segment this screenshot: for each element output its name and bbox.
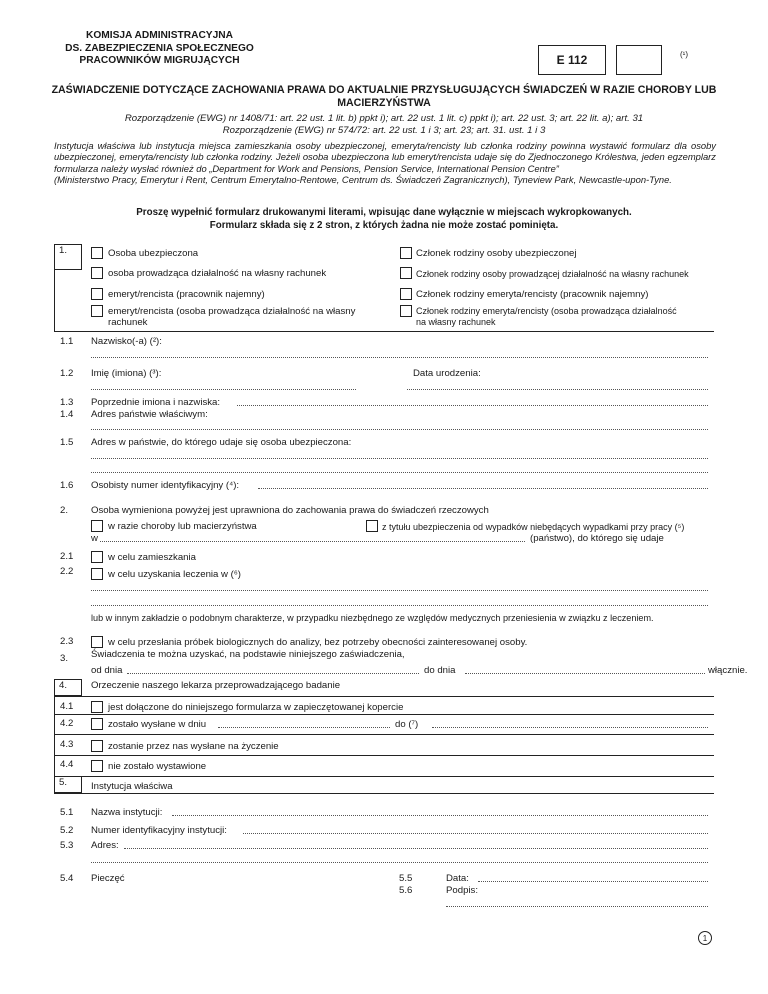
- destination-country-field[interactable]: [100, 541, 525, 542]
- section-1-box-top: [54, 244, 82, 245]
- form-code-box: E 112: [538, 45, 606, 75]
- checkbox-treatment[interactable]: [91, 568, 103, 580]
- inclusive-label: włącznie.: [708, 665, 748, 676]
- checkbox-non-work-accident[interactable]: [366, 520, 378, 532]
- section-4-divider: [54, 696, 714, 697]
- opt-sickness-maternity: w razie choroby lub macierzyństwa: [108, 521, 257, 532]
- num-5-5: 5.5: [399, 873, 413, 884]
- label-date: Data:: [446, 873, 469, 884]
- num-5-4: 5.4: [60, 873, 74, 884]
- num-2-3: 2.3: [60, 636, 74, 647]
- section-3-number: 3.: [60, 653, 69, 664]
- checkbox-family-pensioner-employed[interactable]: [400, 288, 412, 300]
- label-previous-names: Poprzednie imiona i nazwiska:: [91, 397, 221, 408]
- footnote-ref: (¹): [680, 50, 688, 59]
- num-4-3: 4.3: [60, 739, 74, 750]
- num-4-1: 4.1: [60, 701, 74, 712]
- label-institution-name: Nazwa instytucji:: [91, 807, 163, 818]
- section-1-number: 1.: [54, 244, 82, 270]
- opt-report-enclosed: jest dołączone do niniejszego formularza w zapieczętowanej kopercie: [108, 702, 404, 713]
- report-sent-to-field[interactable]: [432, 727, 708, 728]
- checkbox-report-enclosed[interactable]: [91, 701, 103, 713]
- birth-date-field[interactable]: [407, 389, 708, 390]
- checkbox-report-on-request[interactable]: [91, 740, 103, 752]
- opt-family-member-insured: Członek rodziny osoby ubezpieczonej: [416, 248, 577, 259]
- checkbox-report-sent[interactable]: [91, 718, 103, 730]
- destination-address-field-1[interactable]: [91, 458, 708, 459]
- row-4-4-divider: [54, 776, 714, 777]
- report-sent-date-field[interactable]: [218, 727, 390, 728]
- regulation-references: Rozporządzenie (EWG) nr 1408/71: art. 22 ust. 1 lit. b) ppkt i); art. 22 ust. 1 lit. c) ppkt i); art. 22 ust. 3; art. 22 lit. a); art. 31 Rozporządzenie (EWG) nr 574/72: art. 22 ust. 1 i 3; art. 23; art. 31. ust. 1 i 3: [124, 113, 644, 136]
- row-4-2-divider: [54, 734, 714, 735]
- previous-names-field[interactable]: [237, 405, 708, 406]
- label-first-names: Imię (imiona) (³):: [91, 368, 162, 379]
- date-field[interactable]: [478, 881, 708, 882]
- label-institution-address: Adres:: [91, 840, 119, 851]
- section-4-text: Orzeczenie naszego lekarza przeprowadzającego badanie: [91, 680, 341, 691]
- issuing-commission: [52, 30, 267, 68]
- institution-name-field[interactable]: [172, 815, 708, 816]
- institution-address-field-2[interactable]: [91, 862, 708, 863]
- opt-treatment: w celu uzyskania leczenia w (⁶): [108, 569, 241, 580]
- num-2-2: 2.2: [60, 566, 74, 577]
- page-number: 1: [698, 931, 712, 945]
- label-from-date: od dnia: [91, 665, 123, 676]
- checkbox-residence[interactable]: [91, 551, 103, 563]
- opt-pensioner-employed: emeryt/rencista (pracownik najemny): [108, 289, 265, 300]
- org-line-2: DS. ZABEZPIECZENIA SPOŁECZNEGO: [65, 42, 254, 54]
- intro-paragraph: Instytucja właściwa lub instytucja miejsca zamieszkania osoby ubezpieczonej, emeryta/rencisty lub członka rodziny powinna wystawić formularz dla osoby ubezpieczonej, emeryta/rencisty lub członka rodziny. Jeżeli osoba ubezpieczona lub emeryt/rencista udaje się do Zjednoczonego Królestwa, jeden egzemplarz formularza należy wysłać również do „Department for Work and Pensions, Pension Service, International Pension Centre” (Ministerstwo Pracy, Emerytur i Rent, Centrum Emerytalno-Rentowe, Centrum ds. Świadczeń Zagranicznych), Tyneview Park, Newcastle-upon-Tyne.: [54, 140, 716, 186]
- org-line-3: PRACOWNIKÓW MIGRUJĄCYCH: [79, 55, 240, 66]
- opt-family-pensioner-self-employed-2: na własny rachunek: [416, 317, 496, 327]
- num-1-4: 1.4: [60, 409, 74, 420]
- label-birth-date: Data urodzenia:: [413, 368, 481, 379]
- num-1-2: 1.2: [60, 368, 74, 379]
- destination-address-field-2[interactable]: [91, 472, 708, 473]
- opt-family-pensioner-employed: Członek rodziny emeryta/rencisty (pracownik najemny): [416, 289, 649, 300]
- num-5-1: 5.1: [60, 807, 74, 818]
- personal-id-field[interactable]: [258, 488, 708, 489]
- checkbox-biological-samples[interactable]: [91, 636, 103, 648]
- surname-field[interactable]: [91, 357, 708, 358]
- checkbox-pensioner-self-employed[interactable]: [91, 305, 103, 317]
- num-1-6: 1.6: [60, 480, 74, 491]
- opt-self-employed: osoba prowadząca działalność na własny rachunek: [108, 268, 327, 279]
- destination-country-label: (państwo), do którego się udaje: [530, 533, 664, 544]
- label-address-competent-state: Adres państwie właściwym:: [91, 409, 208, 420]
- label-surname: Nazwisko(-a) (²):: [91, 336, 162, 347]
- num-1-3: 1.3: [60, 397, 74, 408]
- section-2-text: Osoba wymieniona powyżej jest uprawniona do zachowania prawa do świadczeń rzeczowych: [91, 505, 489, 516]
- first-names-field[interactable]: [91, 389, 356, 390]
- section-1-left-border: [54, 244, 55, 331]
- label-personal-id: Osobisty numer identyfikacyjny (⁴):: [91, 480, 240, 491]
- label-report-sent-to: do (⁷): [395, 719, 419, 730]
- to-date-field[interactable]: [465, 673, 705, 674]
- from-date-field[interactable]: [127, 673, 419, 674]
- opt-biological-samples: w celu przesłania próbek biologicznych do analizy, bez potrzeby obecności zainteresowanej osoby.: [108, 637, 528, 648]
- opt-family-self-employed: Członek rodziny osoby prowadzącej działalność na własny rachunek: [416, 269, 689, 279]
- num-2-1: 2.1: [60, 551, 74, 562]
- num-1-1: 1.1: [60, 336, 74, 347]
- row-4-3-divider: [54, 755, 714, 756]
- num-4-2: 4.2: [60, 718, 74, 729]
- num-5-2: 5.2: [60, 825, 74, 836]
- institution-id-field[interactable]: [243, 833, 708, 834]
- document-title: ZAŚWIADCZENIE DOTYCZĄCE ZACHOWANIA PRAWA DO AKTUALNIE PRZYSŁUGUJĄCYCH ŚWIADCZEŃ W RAZIE CHOROBY LUB MACIERZYŃSTWA: [51, 84, 717, 109]
- num-5-6: 5.6: [399, 885, 413, 896]
- other-facility-note: lub w innym zakładzie o podobnym charakterze, w przypadku niezbędnego ze względów medycznych przeniesienia w związku z leczeniem.: [91, 613, 654, 623]
- section-1-divider: [54, 331, 714, 332]
- signature-field[interactable]: [446, 906, 708, 907]
- num-5-3: 5.3: [60, 840, 74, 851]
- num-1-5: 1.5: [60, 437, 74, 448]
- checkbox-sickness-maternity[interactable]: [91, 520, 103, 532]
- checkbox-insured-person[interactable]: [91, 247, 103, 259]
- treatment-place-field-1[interactable]: [91, 590, 708, 591]
- opt-residence: w celu zamieszkania: [108, 552, 196, 563]
- fill-instructions: Proszę wypełnić formularz drukowanymi literami, wpisując dane wyłącznie w miejscach wykropkowanych. Formularz składa się z 2 stron, z których żadna nie może zostać pominięta.: [136, 207, 632, 231]
- checkbox-self-employed[interactable]: [91, 267, 103, 279]
- institution-address-field-1[interactable]: [124, 848, 708, 849]
- label-to-date: do dnia: [424, 665, 456, 676]
- section-4-left-border: [54, 696, 55, 776]
- num-4-4: 4.4: [60, 759, 74, 770]
- label-institution-id: Numer identyfikacyjny instytucji:: [91, 825, 227, 836]
- row-4-1-divider: [54, 714, 714, 715]
- opt-insured-person: Osoba ubezpieczona: [108, 248, 199, 259]
- form-code-blank-box[interactable]: [616, 45, 662, 75]
- checkbox-pensioner-employed[interactable]: [91, 288, 103, 300]
- checkbox-family-member-insured[interactable]: [400, 247, 412, 259]
- opt-non-work-accident: z tytułu ubezpieczenia od wypadków niebędących wypadkami przy pracy (⁵): [382, 522, 685, 532]
- label-signature: Podpis:: [446, 885, 478, 896]
- checkbox-family-self-employed[interactable]: [400, 267, 412, 279]
- w-prefix: w: [91, 533, 98, 544]
- checkbox-report-not-issued[interactable]: [91, 760, 103, 772]
- opt-report-on-request: zostanie przez nas wysłane na życzenie: [108, 741, 279, 752]
- label-stamp: Pieczęć: [91, 873, 125, 884]
- opt-pensioner-self-employed-1: emeryt/rencista (osoba prowadząca działalność na własny: [108, 306, 356, 317]
- section-5-text: Instytucja właściwa: [91, 781, 173, 792]
- treatment-place-field-2[interactable]: [91, 605, 708, 606]
- opt-report-not-issued: nie zostało wystawione: [108, 761, 207, 772]
- checkbox-family-pensioner-self-employed[interactable]: [400, 305, 412, 317]
- opt-pensioner-self-employed-2: rachunek: [108, 317, 148, 328]
- opt-report-sent: zostało wysłane w dniu: [108, 719, 207, 730]
- label-destination-address: Adres w państwie, do którego udaje się osoba ubezpieczona:: [91, 437, 352, 448]
- section-4-number: 4.: [54, 679, 82, 696]
- section-3-text: Świadczenia te można uzyskać, na podstawie niniejszego zaświadczenia,: [91, 649, 405, 660]
- org-line-1: KOMISJA ADMINISTRACYJNA: [86, 30, 233, 41]
- address-competent-state-field[interactable]: [91, 429, 708, 430]
- section-5-divider: [54, 793, 714, 794]
- section-2-number: 2.: [60, 505, 69, 516]
- section-5-number: 5.: [54, 776, 82, 793]
- opt-family-pensioner-self-employed-1: Członek rodziny emeryta/rencisty (osoba prowadząca działalność: [416, 306, 677, 316]
